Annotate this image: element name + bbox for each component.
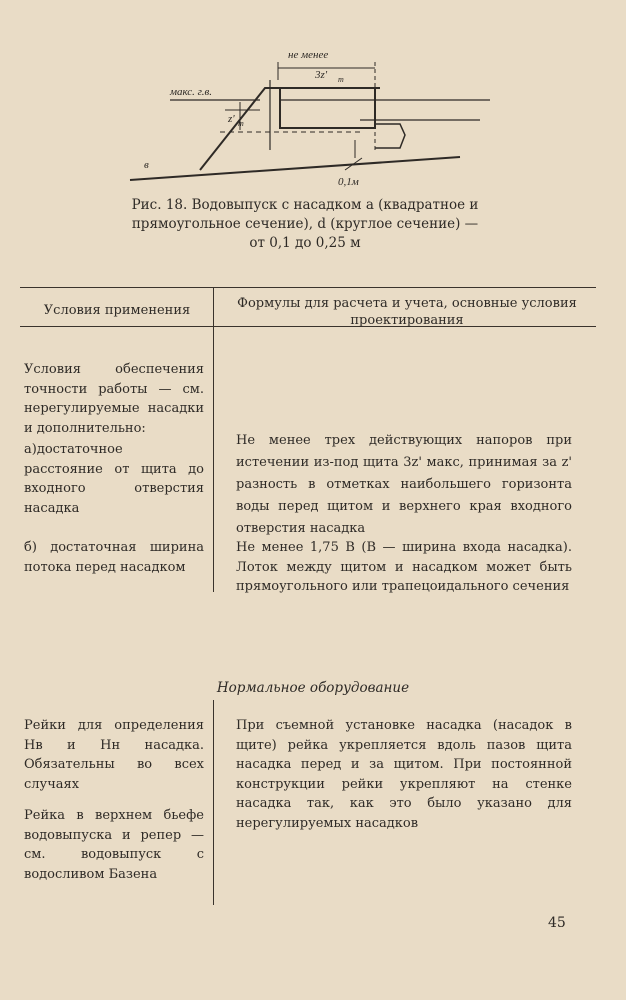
right-condition-a: Не менее трех действующих напоров при истечении из-под щита 3z' макс, принимая за z' разность в отметках наибольшего горизонта воды перед щитом и верхнего края входного отверстия насадка — [236, 433, 572, 536]
figure-label-01m: 0,1м — [338, 176, 359, 188]
column-divider-1 — [213, 327, 214, 592]
figure-caption — [60, 196, 550, 253]
column-header-conditions: Условия применения — [43, 303, 191, 318]
header-divider — [213, 288, 214, 326]
caption-line-2: прямоугольное сечение), d (круглое сечение) — — [131, 216, 479, 232]
figure-nozzle — [280, 88, 375, 128]
column-divider-2 — [213, 700, 214, 905]
left-condition-b: б) достаточная ширина потока перед насадком — [24, 540, 204, 575]
figure-label-3z: 3z' — [315, 69, 328, 81]
figure-bottom — [130, 157, 460, 180]
figure-label-not-less: не менее — [288, 49, 329, 61]
section-title: Нормальное оборудование — [216, 680, 410, 696]
figure-label-v: в — [144, 159, 149, 171]
figure-label-z: z' — [228, 113, 235, 125]
left-headwater-gauge: Рейка в верхнем бьефе водовыпуска и репер — см. водовыпуск с водосливом Базена — [24, 808, 204, 882]
table-top-rule — [20, 287, 596, 288]
caption-line-3: от 0,1 до 0,25 м — [249, 235, 361, 251]
figure-label-3z-sub: m — [338, 75, 344, 84]
left-intro: Условия обеспечения точности работы — см. нерегулируемые насадки и дополнительно: — [24, 362, 204, 436]
caption-line-1: Рис. 18. Водовыпуск с насадком a (квадратное и — [131, 197, 479, 213]
left-condition-a: а)достаточное расстояние от щита до входного отверстия насадка — [24, 442, 204, 516]
figure-label-z-sub: m — [238, 119, 244, 128]
figure-diagram — [100, 40, 500, 190]
right-gauge-installation: При съемной установке насадка (насадок в щите) рейка укрепляется вдоль пазов щита насадка перед и за щитом. При постоянной конструкции рейки укрепляют на стенке насадка так, как это было указано для нерегулируемых насадков — [236, 718, 572, 831]
figure-label-max-level: макс. г.в. — [170, 86, 213, 98]
right-condition-b: Не менее 1,75 B (B — ширина входа насадка). Лоток между щитом и насадком может быть прямоугольного или трапецоидального сечения — [236, 540, 572, 594]
left-gauges: Рейки для определения Hв и Hн насадка. Обязательны во всех случаях — [24, 718, 204, 792]
column-header-formulas: Формулы для расчета и учета, основные условия проектирования — [237, 296, 577, 328]
page-number: 45 — [548, 915, 566, 931]
